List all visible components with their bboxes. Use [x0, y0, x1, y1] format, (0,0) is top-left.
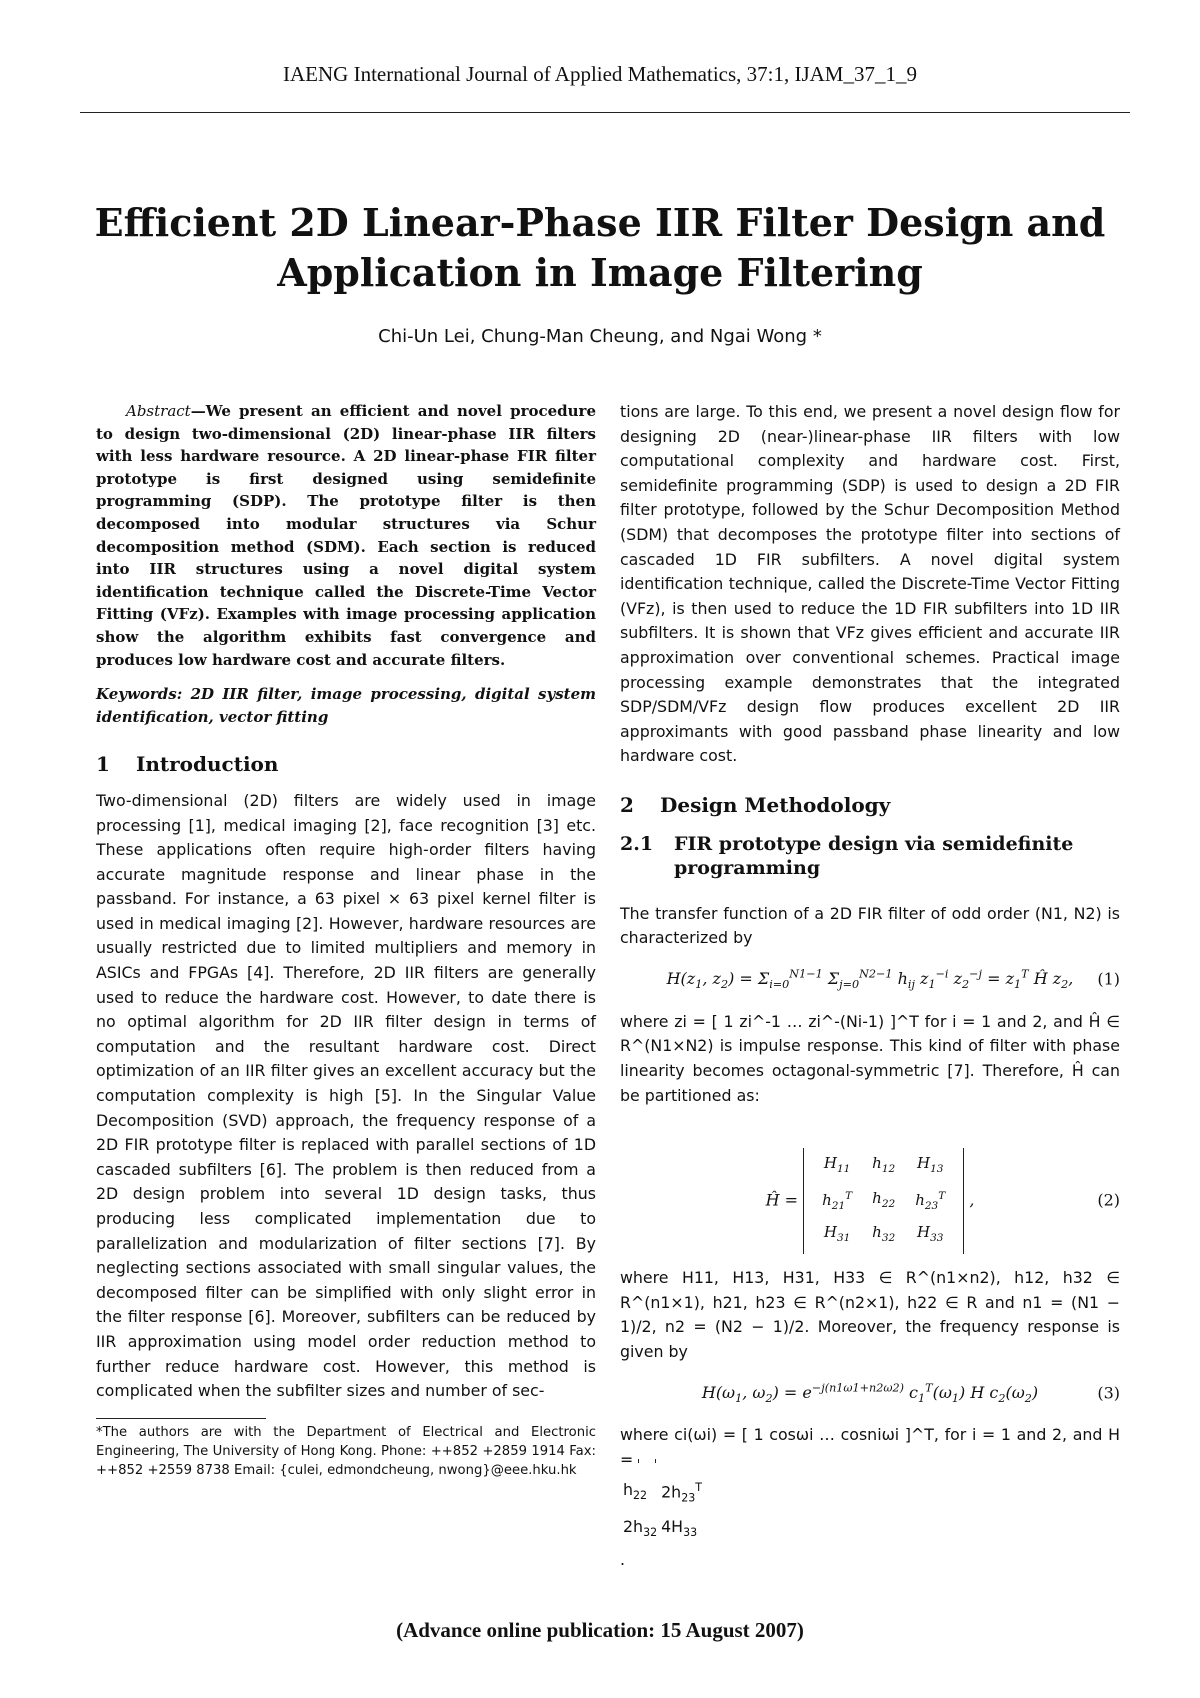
subsection-number: 2.1 — [620, 832, 654, 855]
running-head: IAENG International Journal of Applied Mathematics, 37:1, IJAM_37_1_9 — [283, 62, 917, 86]
keywords: Keywords: 2D IIR filter, image processing, digital system identification, vector fitting — [96, 685, 596, 726]
section-number: 2 — [620, 792, 634, 817]
abstract — [96, 400, 596, 671]
equation-3 — [620, 1376, 1120, 1411]
abstract-text: —We present an efficient and novel procedure to design two-dimensional (2D) linear-phase IIR filters with less hardware resource. A 2D linear-phase FIR filter prototype is first designed using semidefinite programming (SDP). The prototype filter is then decomposed into modular structures via Schur decomposition method (SDM). Each section is reduced into IIR structures using a novel digital system identification technique called the Discrete-Time Vector Fitting (VFz). Examples with image processing application show the algorithm exhibits fast convergence and produces low hardware cost and accurate filters. — [96, 402, 596, 669]
where-paragraph-3: where ci(ωi) = [ 1 cosωi … cosniωi ]^T, for i = 1 and 2, and H = — [620, 1425, 1120, 1470]
where-paragraph-2: where H11, H13, H31, H33 ∈ R^(n1×n2), h12, h32 ∈ R^(n1×1), h21, h23 ∈ R^(n2×1), h22 ∈ R and n1 = (N1 − 1)/2, n2 = (N2 − 1)/2. Moreover, the frequency response is given by — [620, 1267, 1120, 1361]
equation-3-body: $H(\omega_1$, $\omega_2) = e^{-j(n1\omega 1+n2\omega 2)}$ $c_1^T(\omega_1)$ H $c_2(\omega_2)$ — [701, 1381, 1039, 1405]
section-heading-design — [620, 793, 1120, 818]
header-rule — [80, 112, 1130, 113]
reduced-matrix — [638, 1459, 656, 1463]
section-number: 1 — [96, 752, 110, 777]
equation-1 — [620, 963, 1120, 998]
publication-note: (Advance online publication: 15 August 2007) — [396, 1618, 804, 1642]
equation-2: Ĥ = $H_{11}$ $h_{12}$ $H_{13}$ $h_{21}^T$ $h_{22}$ $h_{23}^T$ $H_{31}$ $h_{32}$ $H_{33}$ , (2) — [620, 1148, 1120, 1254]
equation-1-body: $H(z_1$, $z_2) = \Sigma_{i=0}^{N1-1}$ $\Sigma_{j=0}^{N2-1}$ $h_{ij}$ $z_1^{-i}$ $z_2^{-j} = z_1^T$ Ĥ $z_2$, — [666, 967, 1074, 992]
footnote: *The authors are with the Department of Electrical and Electronic Engineering, The University of Hong Kong. Phone: ++852 +2859 1914 Fax: ++852 +2559 8738 Email: {culei, edmondcheung, nwong}@eee.hku.hk — [96, 1424, 596, 1478]
subsection-title: FIR prototype design via semidefinite programming — [674, 832, 1074, 879]
equation-number: (3) — [1097, 1383, 1120, 1403]
paper-title — [60, 198, 1140, 298]
transfer-function-text: The transfer function of a 2D FIR filter of odd order (N1, N2) is characterized by — [620, 903, 1120, 948]
abstract-label: Abstract — [126, 402, 191, 420]
section-title: Design Methodology — [660, 792, 891, 817]
footnote-rule — [96, 1418, 266, 1419]
equation-number: (1) — [1097, 969, 1120, 989]
subsection-heading — [620, 832, 1120, 880]
equation-number: (2) — [1097, 1190, 1120, 1210]
title-line-2: Application in Image Filtering — [277, 250, 923, 295]
right-column: tions are large. To this end, we present a novel design flow for designing 2D (near-)linear-phase IIR filters with low computational complexity and hardware cost. First, semidefinite programming (SDP) is used to design a 2D FIR filter prototype, followed by the Schur Decomposition Method (SDM) that decomposes the prototype filter into sections of cascaded 1D FIR subfilters. A novel digital system identification technique, called the Discrete-Time Vector Fitting (VFz), is then used to reduce the 1D FIR subfilters into 1D IIR subfilters. It is shown that VFz gives efficient and accurate IIR approximation over conventional schemes. Practical image processing example demonstrates that the integrated SDP/SDM/VFz design flow produces excellent 2D IIR approximants with good passband phase linearity and low hardware cost. 2 Design Methodology 2.1 FIR prototype design via semidefinite programming The transfer function of a 2D FIR filter of odd order (N1, N2) is characterized by $H(z_1$, $z_2) = \Sigma_{i=0}^{N1-1}$ $\Sigma_{j=0}^{N2-1}$ $h_{ij}$ $z_1^{-i}$ $z_2^{-j} = z_1^T$ Ĥ $z_2$, (1) where zi = [ 1 zi^-1 … zi^-(Ni-1) ]^T for i = 1 and 2, and Ĥ ∈ R^(N1×N2) is impulse response. This kind of filter with phase linearity becomes octagonal-symmetric [7]. Therefore, Ĥ can be partitioned as: Ĥ = $H_{11}$ $h_{12}$ $H_{13}$ $h_{21}^T$ $h_{22}$ $h_{23}^T$ $H_{31}$ $h_{32}$ $H_{33}$ , (2) where H11, H13, H31, H33 ∈ R^(n1×n2), h12, h32 ∈ R^(n1×1), h21, h23 ∈ R^(n2×1), h22 ∈ R and n1 = (N1 − 1)/2, n2 = (N2 − 1)/2. Moreover, the frequency response is given by $H(\omega_1$, $\omega_2) = e^{-j(n1\omega 1+n2\omega 2)}$ $c_1^T(\omega_1)$ H $c_2(\omega_2)$ (3) where ci(ωi) = [ 1 cosωi … cosniωi ]^T, for i = 1 and 2, and H = $h_{22}$ $2h_{23}^T$ $2h_{32}$ $4H_{33}$ . — [620, 402, 1120, 1570]
section-title: Introduction — [136, 752, 279, 777]
section-heading-introduction — [96, 752, 596, 777]
intro-paragraph: Two-dimensional (2D) filters are widely used in image processing [1], medical imaging [2], face recognition [3] etc. These applications often require high-order filters having accurate magnitude response and linear phase in the passband. For instance, a 63 pixel × 63 pixel kernel filter is used in medical imaging [2]. However, hardware resources are usually restricted due to limited multipliers and memory in ASICs and FPGAs [4]. Therefore, 2D IIR filters are generally used to reduce the hardware cost. However, to date there is no optimal algorithm for 2D IIR filter design in terms of computation and the resultant hardware cost. Direct optimization of an IIR filter gives an excellent accuracy but the computation complexity is high [5]. In the Singular Value Decomposition (SVD) approach, the frequency response of a 2D FIR prototype filter is replaced with parallel sections of 1D cascaded subfilters [6]. The problem is then reduced from a 2D design problem into several 1D design tasks, thus producing less complicated implementation due to parallelization and modularization of filter sections [7]. By neglecting sections associated with small singular values, the decomposed filter can be simplified with only slight error in the filter response [6]. Moreover, subfilters can be reduced by IIR approximation using model order reduction method to further reduce hardware cost. However, this method is complicated when the subfilter sizes and number of sec- — [96, 790, 596, 1401]
authors: Chi-Un Lei, Chung-Man Cheung, and Ngai Wong * — [378, 326, 822, 347]
title-line-1: Efficient 2D Linear-Phase IIR Filter Design and — [94, 200, 1106, 245]
left-column — [96, 400, 596, 1480]
partition-matrix: $H_{11}$ $h_{12}$ $H_{13}$ $h_{21}^T$ $h_{22}$ $h_{23}^T$ $H_{31}$ $h_{32}$ $H_{33}$ — [803, 1148, 964, 1254]
intro-continuation: tions are large. To this end, we present a novel design flow for designing 2D (near-)linear-phase IIR filters with low computational complexity and hardware cost. First, semidefinite programming (SDP) is used to design a 2D FIR filter prototype, followed by the Schur Decomposition Method (SDM) that decomposes the prototype filter into sections of cascaded 1D FIR subfilters. A novel digital system identification technique, called the Discrete-Time Vector Fitting (VFz), is then used to reduce the 1D FIR subfilters into 1D IIR subfilters. It is shown that VFz gives efficient and accurate IIR approximation over conventional schemes. Practical image processing example demonstrates that the integrated SDP/SDM/VFz design flow produces excellent 2D IIR approximants with good passband phase linearity and low hardware cost. — [620, 402, 1120, 766]
where-paragraph-1: where zi = [ 1 zi^-1 … zi^-(Ni-1) ]^T for i = 1 and 2, and Ĥ ∈ R^(N1×N2) is impulse response. This kind of filter with phase linearity becomes octagonal-symmetric [7]. Therefore, Ĥ can be partitioned as: — [620, 1011, 1120, 1105]
